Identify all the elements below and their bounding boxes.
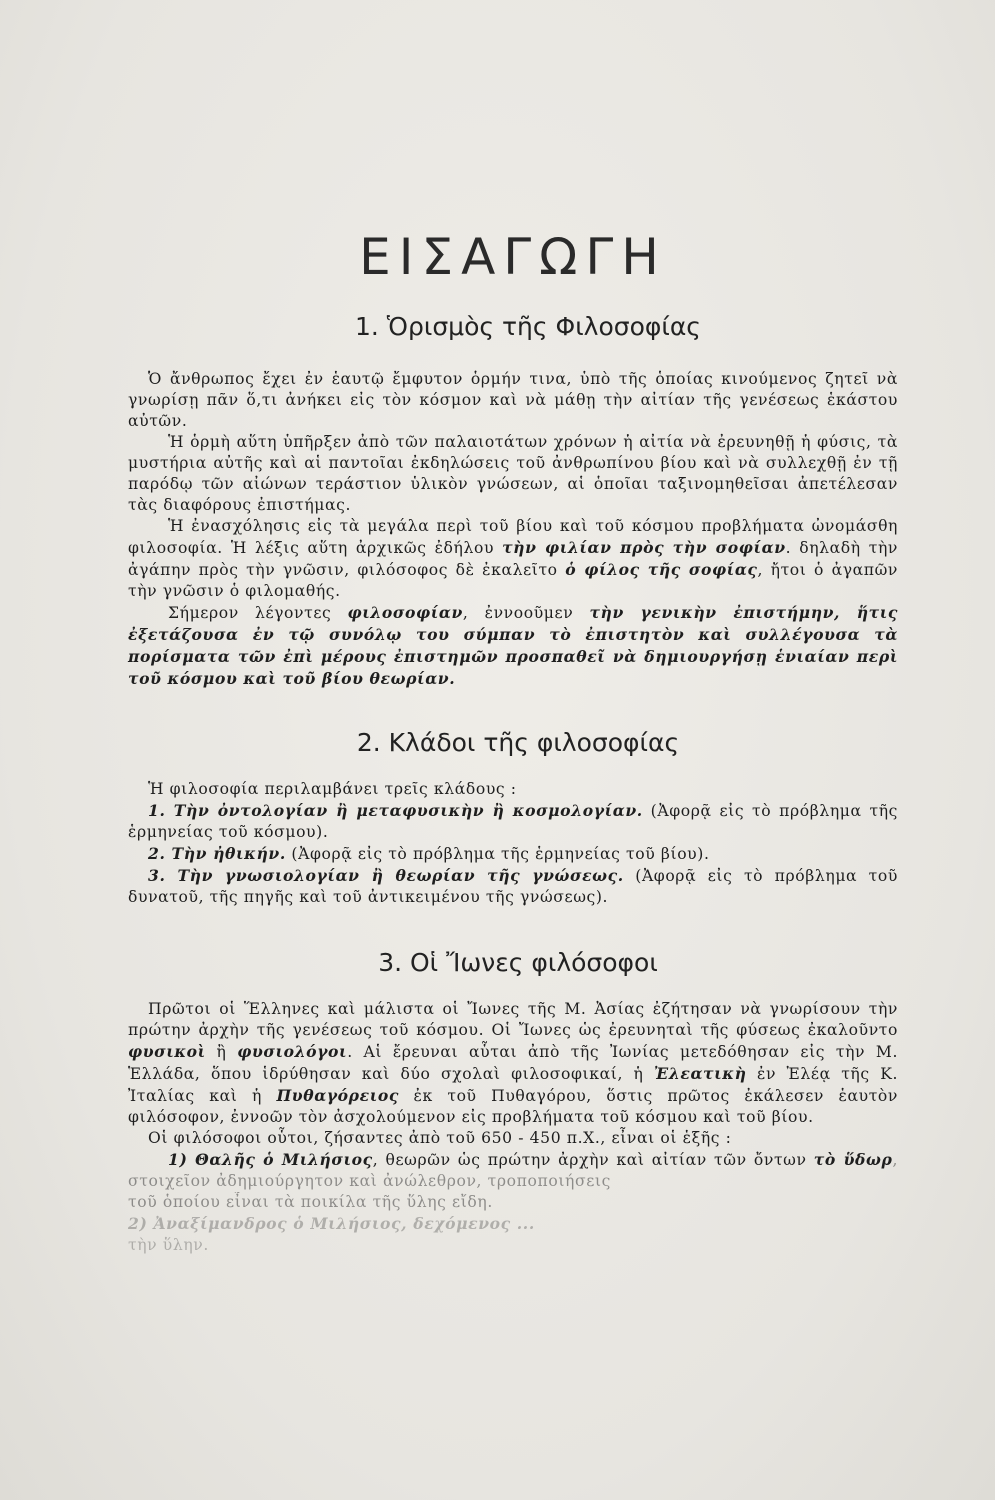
emphasis: 1. Τὴν ὀντολογίαν ἢ μεταφυσικὴν ἢ κοσμολογίαν. bbox=[148, 801, 643, 820]
text-run: , θεωρῶν ὡς πρώτην ἀρχὴν καὶ αἰτίαν τῶν ὄντων bbox=[372, 1151, 814, 1169]
emphasis: 3. Τὴν γνωσιολογίαν ἢ θεωρίαν τῆς γνώσεως. bbox=[148, 866, 624, 885]
text-run: (Ἀφορᾷ εἰς τὸ πρόβλημα τῆς ἑρμηνείας τοῦ βίου). bbox=[285, 845, 710, 863]
text-run: ἢ bbox=[205, 1043, 238, 1061]
text-run: ἐκ τοῦ Πυθαγόρου, ὅστις πρῶτος ἐκάλεσεν ἑαυτὸν φιλόσοφον, ἐννοῶν τὸν ἀσχολούμενον εἰς προβλήματα τοῦ κόσμου καὶ τοῦ βίου. bbox=[128, 1087, 898, 1126]
section-2-intro: Ἡ φιλοσοφία περιλαμβάνει τρεῖς κλάδους : bbox=[148, 780, 517, 798]
emphasis: φιλοσοφίαν bbox=[347, 603, 463, 622]
emphasis: τὸ ὕδωρ bbox=[813, 1150, 893, 1169]
page-content bbox=[128, 228, 898, 1256]
emphasis: 1) Θαλῆς ὁ Μιλήσιος bbox=[168, 1150, 373, 1169]
section-2-item-2 bbox=[128, 843, 898, 865]
section-3-item-2 bbox=[128, 1213, 898, 1235]
section-3-item-2-continued: τὴν ὕλην. bbox=[128, 1236, 209, 1254]
section-1-paragraph-3 bbox=[128, 516, 898, 602]
section-1-paragraph-1: Ὁ ἄνθρωπος ἔχει ἐν ἑαυτῷ ἔμφυτον ὁρμήν τινα, ὑπὸ τῆς ὁποίας κινούμενος ζητεῖ νὰ γνωρίσῃ πᾶν ὅ,τι ἀνήκει εἰς τὸν κόσμον καὶ νὰ μάθῃ τὴν αἰτίαν τῆς γενέσεως ἑκάστου αὐτῶν. bbox=[128, 370, 898, 430]
emphasis: φυσικοὶ bbox=[128, 1042, 206, 1061]
section-3-paragraph-1 bbox=[128, 999, 898, 1128]
text-run: Σήμερον λέγοντες bbox=[168, 604, 348, 622]
faded-text-run: , στοιχεῖον ἀδημιούργητον καὶ ἀνώλεθρον, τροποποιήσεις bbox=[128, 1151, 898, 1190]
section-2-heading: 2. Κλάδοι τῆς φιλοσοφίας bbox=[356, 728, 680, 757]
section-3-item-1 bbox=[128, 1149, 898, 1192]
text-run: , ἐννοοῦμεν bbox=[462, 604, 590, 622]
main-title: ΕΙΣΑΓΩΓΗ bbox=[359, 228, 667, 286]
text-run: . Αἱ ἔρευναι αὗται ἀπὸ τῆς Ἰωνίας μετεδόθησαν εἰς τὴν Μ. Ἑλλάδα, ὅπου ἱδρύθησαν καὶ δύο σχολαὶ φιλοσοφικαί, ἡ bbox=[128, 1043, 898, 1083]
emphasis: 2. Τὴν ἠθικήν. bbox=[148, 844, 286, 863]
section-1-paragraph-4 bbox=[128, 602, 898, 690]
emphasis: 2) Ἀναξίμανδρος ὁ Μιλήσιος, δεχόμενος ... bbox=[128, 1214, 535, 1233]
section-1-heading: 1. Ὁρισμὸς τῆς Φιλοσοφίας bbox=[355, 312, 701, 341]
text-run: Πρῶτοι οἱ Ἕλληνες καὶ μάλιστα οἱ Ἴωνες τῆς Μ. Ἀσίας ἐζήτησαν νὰ γνωρίσουν τὴν πρώτην ἀρχὴν τῆς γενέσεως τοῦ κόσμου. Οἱ Ἴωνες ὡς ἐρευνηταὶ τῆς φύσεως ἐκαλοῦντο bbox=[128, 1000, 898, 1039]
section-3-item-1-continued: τοῦ ὁποίου εἶναι τὰ ποικίλα τῆς ὕλης εἴδη. bbox=[128, 1193, 493, 1211]
emphasis: φυσιολόγοι bbox=[237, 1042, 348, 1061]
text-run: , ἤτοι ὁ ἀγαπῶν τὴν γνῶσιν ὁ φιλομαθής. bbox=[128, 561, 898, 600]
section-1-paragraph-2: Ἡ ὁρμὴ αὕτη ὑπῆρξεν ἀπὸ τῶν παλαιοτάτων χρόνων ἡ αἰτία νὰ ἐρευνηθῇ ἡ φύσις, τὰ μυστήρια αὐτῆς καὶ αἱ παντοῖαι ἐκδηλώσεις τοῦ ἀνθρωπίνου βίου καὶ νὰ συλλεχθῇ ἐν τῇ παρόδῳ τῶν αἰώνων τεράστιον ὑλικὸν γνώσεων, αἱ ὁποῖαι ταξινομηθεῖσαι ἀπετέλεσαν τὰς διαφόρους ἐπιστήμας. bbox=[128, 433, 898, 514]
emphasis: ὁ φίλος τῆς σοφίας bbox=[565, 560, 758, 579]
text-run: . δηλαδὴ τὴν ἀγάπην πρὸς τὴν γνῶσιν, φιλόσοφος δὲ ἐκαλεῖτο bbox=[128, 539, 898, 579]
text-run: ἐν Ἐλέᾳ τῆς Κ. Ἰταλίας καὶ ἡ bbox=[128, 1065, 898, 1105]
section-2-item-3 bbox=[128, 865, 898, 908]
text-run: (Ἀφορᾷ εἰς τὸ πρόβλημα τῆς ἑρμηνείας τοῦ κόσμου). bbox=[128, 802, 898, 841]
section-3-paragraph-2: Οἱ φιλόσοφοι οὗτοι, ζήσαντες ἀπὸ τοῦ 650 - 450 π.Χ., εἶναι οἱ ἑξῆς : bbox=[148, 1129, 732, 1147]
emphasis: Ἐλεατικὴ bbox=[653, 1064, 747, 1083]
emphasis: τὴν φιλίαν πρὸς τὴν σοφίαν bbox=[502, 538, 786, 557]
section-3-heading: 3. Οἱ Ἴωνες φιλόσοφοι bbox=[378, 948, 658, 977]
text-run: Ἡ ἐνασχόλησις εἰς τὰ μεγάλα περὶ τοῦ βίου καὶ τοῦ κόσμου προβλήματα ὠνομάσθη φιλοσοφία. Ἡ λέξις αὕτη ἀρχικῶς ἐδήλου bbox=[128, 517, 898, 557]
section-2-item-1 bbox=[128, 800, 898, 843]
emphasis: Πυθαγόρειος bbox=[276, 1086, 399, 1105]
text-run: (Ἀφορᾷ εἰς τὸ πρόβλημα τοῦ δυνατοῦ, τῆς πηγῆς καὶ τοῦ ἀντικειμένου τῆς γνώσεως). bbox=[128, 867, 898, 906]
emphasis: τὴν γενικὴν ἐπιστήμην, ἥτις ἐξετάζουσα ἐν τῷ συνόλῳ του σύμπαν τὸ ἐπιστητὸν καὶ συλλέγουσα τὰ πορίσματα τῶν ἐπὶ μέρους ἐπιστημῶν προσπαθεῖ νὰ δημιουργήσῃ ἑνιαίαν περὶ τοῦ κόσμου καὶ τοῦ βίου θεωρίαν. bbox=[128, 603, 898, 688]
